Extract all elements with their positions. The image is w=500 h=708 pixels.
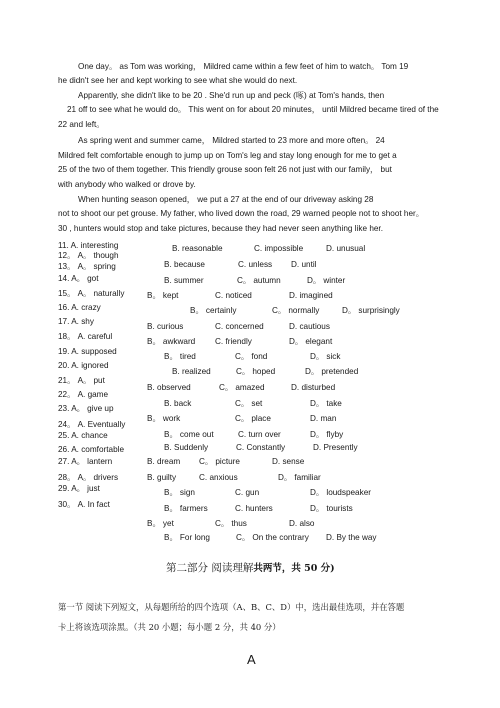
question-14-label: 14. A。 got — [58, 274, 99, 283]
passage-line-3: Apparently, she didn't like to be 20 . She'd run up and peck (啄) at Tom's hands, then — [78, 91, 385, 100]
question-13-option-c: C。 autumn — [237, 276, 281, 285]
question-23-option-c: C. turn over — [238, 430, 281, 439]
question-29-label: 29. A。 just — [58, 484, 100, 493]
question-27-option-d: D。 loudspeaker — [310, 488, 371, 497]
question-25-option-c: C。 picture — [199, 457, 240, 466]
question-19-label: 19. A. supposed — [58, 347, 117, 356]
passage-line-11: not to shoot our pet grouse. My father, who lived down the road, 29 warned people not to shoot her。 — [58, 209, 424, 218]
question-16-option-b: B. curious — [147, 322, 184, 331]
question-17-label: 17. A. shy — [58, 317, 94, 326]
question-15-option-c: C。 normally — [272, 306, 320, 315]
question-26-option-d: D。 familiar — [278, 473, 321, 482]
question-17-option-b: B。 awkward — [147, 337, 196, 346]
question-19-option-d: D。 pretended — [305, 367, 359, 376]
question-12-option-c: C. unless — [238, 260, 273, 269]
question-15-label: 15。 A。 naturally — [58, 289, 125, 298]
question-30-option-d: D. By the way — [326, 533, 377, 542]
question-29-option-c: C。 thus — [215, 519, 247, 528]
question-28-option-d: D。 tourists — [310, 504, 353, 513]
question-24-option-c: C. Constantly — [236, 443, 286, 452]
question-13-option-d: D。 winter — [307, 276, 346, 285]
section-title-main: 第二部分 阅读理解 — [166, 562, 254, 574]
question-18-label: 18。 A. careful — [58, 332, 113, 341]
question-23-label: 23. A。 give up — [58, 404, 114, 413]
passage-line-4: 21 off to see what he would do。 This went on for about 20 minutes， until Mildred became tired of the — [67, 105, 439, 114]
question-12-option-b: B. because — [164, 260, 205, 269]
passage-line-6: As spring went and summer came， Mildred started to 23 more and more often。 24 — [78, 136, 385, 145]
instruction-line-1: 第一节 阅读下列短文，从每题所给的四个选项（A、B、C、D）中，选出最佳选项，并在答题 — [58, 602, 405, 612]
question-27-label: 27. A。 lantern — [58, 457, 113, 466]
question-11-label: 11. A. interesting — [58, 241, 119, 250]
question-26-label: 26. A. comfortable — [58, 445, 124, 454]
question-25-label: 25. A. chance — [58, 431, 108, 440]
question-17-option-c: C. friendly — [215, 337, 252, 346]
question-14-option-c: C. noticed — [215, 291, 252, 300]
question-20-label: 20. A. ignored — [58, 361, 109, 370]
question-24-label: 24。 A. Eventually — [58, 420, 126, 429]
question-22-label: 22。 A. game — [58, 390, 109, 399]
question-18-option-b: B。 tired — [164, 352, 196, 361]
question-22-option-c: C。 place — [235, 414, 271, 423]
question-18-option-c: C。 fond — [235, 352, 268, 361]
question-11-option-b: B. reasonable — [172, 244, 223, 253]
question-21-option-c: C。 set — [235, 399, 263, 408]
passage-line-1: One day。 as Tom was working， Mildred came within a few feet of him to watch。 Tom 19 — [78, 62, 409, 71]
question-16-option-c: C. concerned — [215, 322, 264, 331]
question-13-label: 13。 A。 spring — [58, 262, 116, 271]
question-27-option-c: C. gun — [235, 488, 260, 497]
question-29-option-b: B。 yet — [147, 519, 174, 528]
question-12-label: 12。 A。 though — [58, 251, 119, 260]
question-25-option-b: B. dream — [147, 457, 181, 466]
question-28-label: 28。 A。 drivers — [58, 473, 119, 482]
question-14-option-d: D. imagined — [289, 291, 333, 300]
question-11-option-c: C. impossible — [254, 244, 304, 253]
question-16-label: 16. A. crazy — [58, 303, 101, 312]
question-15-option-b: B。 certainly — [190, 306, 237, 315]
passage-line-9: with anybody who walked or drove by. — [58, 180, 196, 189]
question-16-option-d: D. cautious — [289, 322, 330, 331]
question-22-option-b: B。 work — [147, 414, 181, 423]
question-23-option-d: D。 flyby — [310, 430, 344, 439]
question-18-option-d: D。 sick — [310, 352, 341, 361]
question-21-option-b: B. back — [164, 399, 192, 408]
question-28-option-b: B。 farmers — [164, 504, 208, 513]
question-13-option-b: B. summer — [164, 276, 204, 285]
question-19-option-c: C。 hoped — [236, 367, 276, 376]
question-19-option-b: B. realized — [172, 367, 211, 376]
question-27-option-b: B。 sign — [164, 488, 195, 497]
passage-line-12: 30 , hunters would stop and take pictures, because they had never seen anything like her. — [58, 224, 383, 233]
passage-line-10: When hunting season opened， we put a 27 at the end of our driveway asking 28 — [78, 195, 374, 204]
question-24-option-d: D. Presently — [313, 443, 358, 452]
passage-line-8: 25 of the two of them together. This friendly grouse soon felt 26 not just with our family， but — [58, 165, 392, 174]
question-12-option-d: D. until — [291, 260, 317, 269]
passage-line-2: he didn't see her and kept working to see what she would do next. — [58, 76, 298, 85]
question-20-option-d: D. disturbed — [291, 383, 336, 392]
question-14-option-b: B。 kept — [147, 291, 179, 300]
question-20-option-c: C。 amazed — [219, 383, 265, 392]
question-30-option-c: C。 On the contrary — [236, 533, 309, 542]
question-30-option-b: B。 For long — [164, 533, 210, 542]
question-15-option-d: D。 surprisingly — [342, 306, 400, 315]
question-17-option-d: D。 elegant — [289, 337, 333, 346]
question-23-option-b: B。 come out — [164, 430, 214, 439]
question-30-label: 30。 A. In fact — [58, 500, 110, 509]
question-22-option-d: D. man — [310, 414, 337, 423]
question-21-label: 21。 A。 put — [58, 376, 105, 385]
section-title-bold: 共两节，共 50 分) — [253, 563, 335, 574]
question-21-option-d: D。 take — [310, 399, 342, 408]
question-24-option-b: B. Suddenly — [164, 443, 209, 452]
passage-line-7: Mildred felt comfortable enough to jump up on Tom's leg and stay long enough for me to get a — [58, 151, 397, 160]
question-26-option-c: C. anxious — [199, 473, 238, 482]
question-25-option-d: D. sense — [272, 457, 305, 466]
passage-line-5: 22 and left。 — [58, 120, 105, 129]
question-28-option-c: C. hunters — [235, 504, 273, 513]
section-title — [166, 560, 335, 575]
instruction-line-2: 卡上将该选项涂黑。（共 20 小题；每小题 2 分，共 40 分） — [58, 622, 281, 632]
question-29-option-d: D. also — [289, 519, 315, 528]
question-11-option-d: D. unusual — [326, 244, 366, 253]
question-20-option-b: B. observed — [147, 383, 191, 392]
question-26-option-b: B. guilty — [147, 473, 177, 482]
passage-letter: A — [247, 652, 256, 667]
